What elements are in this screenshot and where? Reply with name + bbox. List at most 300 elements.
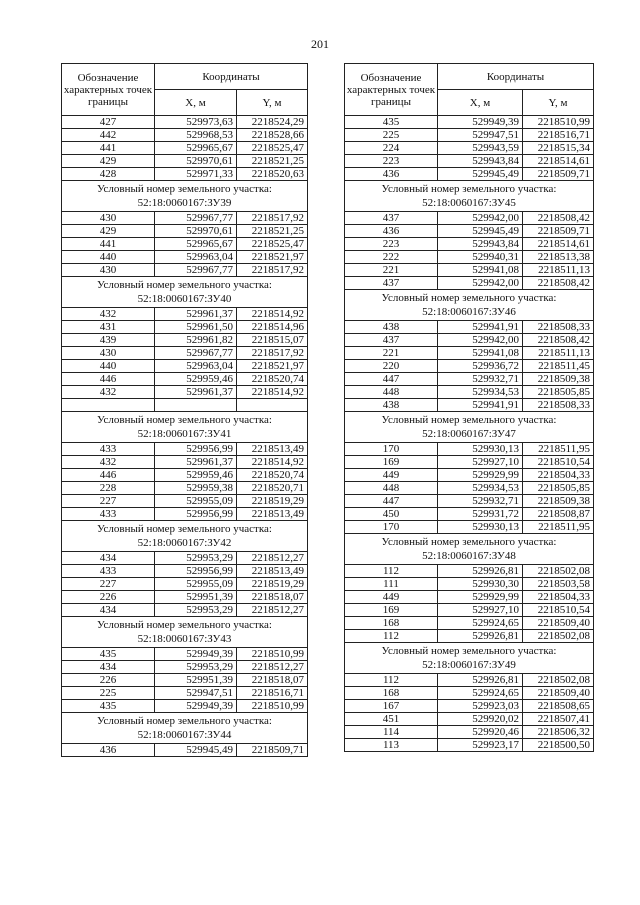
x-coordinate-cell: 529955,09: [155, 578, 237, 591]
y-coordinate-cell: 2218500,50: [523, 739, 594, 752]
y-coordinate-cell: 2218525,47: [237, 238, 308, 251]
table-row: [345, 565, 594, 578]
y-coordinate-cell: 2218517,92: [237, 212, 308, 225]
x-coordinate-cell: 529941,08: [438, 347, 523, 360]
y-coordinate-cell: 2218519,29: [237, 495, 308, 508]
x-coordinate-cell: 529932,71: [438, 495, 523, 508]
x-header: X, м: [155, 90, 237, 116]
table-row: [345, 373, 594, 386]
section-row: [345, 412, 594, 443]
section-row: [62, 412, 308, 443]
x-coordinate-cell: 529973,63: [155, 116, 237, 129]
point-number-cell: 170: [345, 443, 438, 456]
x-coordinate-cell: 529965,67: [155, 142, 237, 155]
y-coordinate-cell: 2218521,25: [237, 225, 308, 238]
point-number-cell: 224: [345, 142, 438, 155]
y-coordinate-cell: 2218508,42: [523, 334, 594, 347]
y-coordinate-cell: 2218511,95: [523, 521, 594, 534]
point-number-cell: 437: [345, 334, 438, 347]
cadastral-number: 52:18:0060167:ЗУ48: [422, 550, 516, 562]
land-plot-heading: [62, 713, 308, 744]
land-plot-heading: [345, 290, 594, 321]
x-coordinate-cell: 529959,46: [155, 373, 237, 386]
point-number-cell: 436: [345, 225, 438, 238]
x-coordinate-cell: 529926,81: [438, 630, 523, 643]
x-coordinate-cell: 529961,37: [155, 386, 237, 399]
table-row: [345, 399, 594, 412]
point-number-cell: 432: [62, 386, 155, 399]
point-number-cell: 447: [345, 495, 438, 508]
x-coordinate-cell: 529956,99: [155, 508, 237, 521]
table-row: [345, 604, 594, 617]
x-coordinate-cell: 529953,29: [155, 661, 237, 674]
table-row: [62, 212, 308, 225]
designation-header: Обозначение характерных точек границы: [345, 64, 438, 116]
y-coordinate-cell: 2218511,95: [523, 443, 594, 456]
point-number-cell: 226: [62, 674, 155, 687]
empty-cell: [155, 399, 237, 412]
y-coordinate-cell: 2218510,99: [523, 116, 594, 129]
y-coordinate-cell: 2218511,45: [523, 360, 594, 373]
table-row: [62, 347, 308, 360]
y-coordinate-cell: 2218520,63: [237, 168, 308, 181]
y-coordinate-cell: 2218508,87: [523, 508, 594, 521]
y-coordinate-cell: 2218512,27: [237, 604, 308, 617]
x-coordinate-cell: 529943,59: [438, 142, 523, 155]
point-number-cell: 227: [62, 578, 155, 591]
y-coordinate-cell: 2218514,92: [237, 308, 308, 321]
x-coordinate-cell: 529953,29: [155, 552, 237, 565]
x-coordinate-cell: 529961,50: [155, 321, 237, 334]
table-row: [345, 521, 594, 534]
x-coordinate-cell: 529959,46: [155, 469, 237, 482]
x-coordinate-cell: 529949,39: [438, 116, 523, 129]
x-coordinate-cell: 529942,00: [438, 277, 523, 290]
x-coordinate-cell: 529956,99: [155, 443, 237, 456]
table-row: [345, 495, 594, 508]
table-row: [62, 251, 308, 264]
table-row: [345, 591, 594, 604]
table-row: [345, 700, 594, 713]
point-number-cell: 228: [62, 482, 155, 495]
point-number-cell: 113: [345, 739, 438, 752]
cadastral-number: 52:18:0060167:ЗУ46: [422, 306, 516, 318]
y-coordinate-cell: 2218519,29: [237, 578, 308, 591]
x-coordinate-cell: 529956,99: [155, 565, 237, 578]
point-number-cell: 167: [345, 700, 438, 713]
y-coordinate-cell: 2218516,71: [237, 687, 308, 700]
point-number-cell: 435: [62, 700, 155, 713]
table-row: [345, 674, 594, 687]
land-plot-heading: [345, 412, 594, 443]
point-number-cell: 448: [345, 482, 438, 495]
point-number-cell: 446: [62, 469, 155, 482]
section-row: [62, 617, 308, 648]
land-plot-label: Условный номер земельного участка:: [381, 645, 557, 657]
point-number-cell: 434: [62, 552, 155, 565]
x-coordinate-cell: 529920,02: [438, 713, 523, 726]
x-coordinate-cell: 529971,33: [155, 168, 237, 181]
y-coordinate-cell: 2218514,96: [237, 321, 308, 334]
coordinates-table-left: [61, 63, 308, 757]
x-coordinate-cell: 529955,09: [155, 495, 237, 508]
land-plot-label: Условный номер земельного участка:: [97, 523, 272, 535]
y-coordinate-cell: 2218512,27: [237, 661, 308, 674]
x-coordinate-cell: 529920,46: [438, 726, 523, 739]
point-number-cell: 449: [345, 469, 438, 482]
y-coordinate-cell: 2218502,08: [523, 630, 594, 643]
point-number-cell: 223: [345, 238, 438, 251]
table-row: [62, 661, 308, 674]
y-coordinate-cell: 2218510,99: [237, 648, 308, 661]
y-coordinate-cell: 2218507,41: [523, 713, 594, 726]
x-coordinate-cell: 529959,38: [155, 482, 237, 495]
table-row: [62, 469, 308, 482]
land-plot-label: Условный номер земельного участка:: [97, 279, 272, 291]
x-coordinate-cell: 529934,53: [438, 482, 523, 495]
land-plot-label: Условный номер земельного участка:: [97, 414, 272, 426]
y-coordinate-cell: 2218509,38: [523, 495, 594, 508]
table-row: [62, 482, 308, 495]
y-coordinate-cell: 2218509,40: [523, 687, 594, 700]
y-coordinate-cell: 2218510,54: [523, 456, 594, 469]
x-coordinate-cell: 529945,49: [438, 225, 523, 238]
point-number-cell: 450: [345, 508, 438, 521]
x-coordinate-cell: 529961,82: [155, 334, 237, 347]
x-coordinate-cell: 529941,91: [438, 321, 523, 334]
point-number-cell: 440: [62, 251, 155, 264]
point-number-cell: 112: [345, 674, 438, 687]
point-number-cell: 428: [62, 168, 155, 181]
cadastral-number: 52:18:0060167:ЗУ44: [137, 729, 232, 741]
point-number-cell: 114: [345, 726, 438, 739]
point-number-cell: 438: [345, 321, 438, 334]
table-row: [62, 142, 308, 155]
x-coordinate-cell: 529943,84: [438, 155, 523, 168]
land-plot-heading: [62, 617, 308, 648]
y-coordinate-cell: 2218505,85: [523, 482, 594, 495]
y-coordinate-cell: 2218518,07: [237, 674, 308, 687]
table-row: [62, 578, 308, 591]
empty-cell: [62, 399, 155, 412]
x-coordinate-cell: 529923,17: [438, 739, 523, 752]
x-coordinate-cell: 529945,49: [438, 168, 523, 181]
x-coordinate-cell: 529945,49: [155, 744, 237, 757]
table-row: [62, 238, 308, 251]
x-coordinate-cell: 529929,99: [438, 591, 523, 604]
y-coordinate-cell: 2218517,92: [237, 347, 308, 360]
y-coordinate-cell: 2218514,61: [523, 238, 594, 251]
table-row: [62, 129, 308, 142]
table-row: [345, 168, 594, 181]
land-plot-label: Условный номер земельного участка:: [381, 414, 557, 426]
table-row: [345, 443, 594, 456]
table-row: [345, 251, 594, 264]
x-coordinate-cell: 529963,04: [155, 360, 237, 373]
y-coordinate-cell: 2218509,71: [523, 168, 594, 181]
point-number-cell: 434: [62, 661, 155, 674]
table-row: [345, 713, 594, 726]
section-row: [62, 277, 308, 308]
point-number-cell: 429: [62, 225, 155, 238]
table-row: [345, 617, 594, 630]
y-coordinate-cell: 2218508,33: [523, 321, 594, 334]
table-row: [62, 674, 308, 687]
point-number-cell: 442: [62, 129, 155, 142]
cadastral-number: 52:18:0060167:ЗУ41: [137, 428, 232, 440]
cadastral-number: 52:18:0060167:ЗУ49: [422, 659, 516, 671]
land-plot-heading: [345, 643, 594, 674]
table-row: [345, 508, 594, 521]
y-coordinate-cell: 2218508,42: [523, 277, 594, 290]
x-coordinate-cell: 529949,39: [155, 700, 237, 713]
x-coordinate-cell: 529926,81: [438, 674, 523, 687]
designation-header: Обозначение характерных точек границы: [62, 64, 155, 116]
y-coordinate-cell: 2218520,74: [237, 373, 308, 386]
x-coordinate-cell: 529970,61: [155, 225, 237, 238]
land-plot-label: Условный номер земельного участка:: [381, 292, 557, 304]
point-number-cell: 430: [62, 347, 155, 360]
table-row: [345, 469, 594, 482]
y-coordinate-cell: 2218513,49: [237, 565, 308, 578]
y-coordinate-cell: 2218513,49: [237, 508, 308, 521]
table-row: [345, 116, 594, 129]
x-coordinate-cell: 529947,51: [155, 687, 237, 700]
cadastral-number: 52:18:0060167:ЗУ43: [137, 633, 232, 645]
table-row: [62, 334, 308, 347]
y-coordinate-cell: 2218509,71: [523, 225, 594, 238]
point-number-cell: 431: [62, 321, 155, 334]
point-number-cell: 168: [345, 617, 438, 630]
table-row: [345, 386, 594, 399]
table-row: [62, 321, 308, 334]
x-coordinate-cell: 529967,77: [155, 347, 237, 360]
land-plot-label: Условный номер земельного участка:: [381, 183, 557, 195]
y-coordinate-cell: 2218509,40: [523, 617, 594, 630]
point-number-cell: 429: [62, 155, 155, 168]
page-number: 201: [311, 37, 329, 51]
table-row: [62, 687, 308, 700]
point-number-cell: 112: [345, 565, 438, 578]
x-coordinate-cell: 529965,67: [155, 238, 237, 251]
point-number-cell: 169: [345, 604, 438, 617]
y-coordinate-cell: 2218517,92: [237, 264, 308, 277]
point-number-cell: 451: [345, 713, 438, 726]
land-plot-heading: [345, 534, 594, 565]
table-row: [62, 456, 308, 469]
x-coordinate-cell: 529941,08: [438, 264, 523, 277]
x-coordinate-cell: 529940,31: [438, 251, 523, 264]
point-number-cell: 168: [345, 687, 438, 700]
y-coordinate-cell: 2218506,32: [523, 726, 594, 739]
y-coordinate-cell: 2218521,97: [237, 251, 308, 264]
table-row: [62, 225, 308, 238]
table-row: [62, 155, 308, 168]
y-coordinate-cell: 2218521,97: [237, 360, 308, 373]
table-row: [62, 591, 308, 604]
table-row: [345, 225, 594, 238]
cadastral-number: 52:18:0060167:ЗУ40: [137, 293, 232, 305]
point-number-cell: 447: [345, 373, 438, 386]
y-coordinate-cell: 2218511,13: [523, 347, 594, 360]
x-coordinate-cell: 529930,13: [438, 443, 523, 456]
y-coordinate-cell: 2218525,47: [237, 142, 308, 155]
point-number-cell: 427: [62, 116, 155, 129]
x-coordinate-cell: 529968,53: [155, 129, 237, 142]
point-number-cell: 440: [62, 360, 155, 373]
y-coordinate-cell: 2218528,66: [237, 129, 308, 142]
x-coordinate-cell: 529961,37: [155, 308, 237, 321]
table-row: [345, 155, 594, 168]
y-coordinate-cell: 2218502,08: [523, 565, 594, 578]
point-number-cell: 441: [62, 238, 155, 251]
x-coordinate-cell: 529942,00: [438, 212, 523, 225]
table-row: [62, 744, 308, 757]
table-row: [345, 630, 594, 643]
point-number-cell: 436: [345, 168, 438, 181]
point-number-cell: 435: [62, 648, 155, 661]
y-header: Y, м: [523, 90, 594, 116]
x-coordinate-cell: 529926,81: [438, 565, 523, 578]
y-coordinate-cell: 2218509,38: [523, 373, 594, 386]
point-number-cell: 438: [345, 399, 438, 412]
table-row: [62, 386, 308, 399]
land-plot-heading: [62, 521, 308, 552]
point-number-cell: 446: [62, 373, 155, 386]
y-coordinate-cell: 2218513,49: [237, 443, 308, 456]
coordinates-header: Координаты: [155, 64, 308, 90]
table-row: [62, 308, 308, 321]
y-coordinate-cell: 2218505,85: [523, 386, 594, 399]
table-row: [62, 360, 308, 373]
point-number-cell: 221: [345, 264, 438, 277]
x-coordinate-cell: 529967,77: [155, 212, 237, 225]
point-number-cell: 439: [62, 334, 155, 347]
table-row: [345, 347, 594, 360]
x-coordinate-cell: 529924,65: [438, 687, 523, 700]
section-row: [345, 290, 594, 321]
table-row: [62, 495, 308, 508]
table-row: [345, 456, 594, 469]
x-coordinate-cell: 529943,84: [438, 238, 523, 251]
table-row: [345, 238, 594, 251]
land-plot-label: Условный номер земельного участка:: [97, 715, 272, 727]
table-row: [345, 360, 594, 373]
land-plot-heading: [62, 412, 308, 443]
x-coordinate-cell: 529930,13: [438, 521, 523, 534]
x-coordinate-cell: 529932,71: [438, 373, 523, 386]
land-plot-heading: [345, 181, 594, 212]
point-number-cell: 437: [345, 212, 438, 225]
table-row: [62, 443, 308, 456]
y-coordinate-cell: 2218513,38: [523, 251, 594, 264]
x-header: X, м: [438, 90, 523, 116]
section-row: [62, 713, 308, 744]
table-row: [62, 168, 308, 181]
x-coordinate-cell: 529923,03: [438, 700, 523, 713]
x-coordinate-cell: 529967,77: [155, 264, 237, 277]
x-coordinate-cell: 529961,37: [155, 456, 237, 469]
table-row: [345, 129, 594, 142]
table-row: [62, 648, 308, 661]
x-coordinate-cell: 529951,39: [155, 674, 237, 687]
y-coordinate-cell: 2218511,13: [523, 264, 594, 277]
x-coordinate-cell: 529949,39: [155, 648, 237, 661]
y-coordinate-cell: 2218515,07: [237, 334, 308, 347]
point-number-cell: 226: [62, 591, 155, 604]
table-row: [345, 277, 594, 290]
point-number-cell: 434: [62, 604, 155, 617]
y-coordinate-cell: 2218510,54: [523, 604, 594, 617]
land-plot-heading: [62, 181, 308, 212]
y-coordinate-cell: 2218512,27: [237, 552, 308, 565]
y-coordinate-cell: 2218518,07: [237, 591, 308, 604]
table-row: [62, 604, 308, 617]
table-row: [62, 700, 308, 713]
table-row: [62, 373, 308, 386]
point-number-cell: 430: [62, 264, 155, 277]
land-plot-heading: [62, 277, 308, 308]
x-coordinate-cell: 529934,53: [438, 386, 523, 399]
y-coordinate-cell: 2218504,33: [523, 469, 594, 482]
point-number-cell: 111: [345, 578, 438, 591]
y-coordinate-cell: 2218503,58: [523, 578, 594, 591]
point-number-cell: 225: [345, 129, 438, 142]
point-number-cell: 435: [345, 116, 438, 129]
land-plot-label: Условный номер земельного участка:: [97, 619, 272, 631]
point-number-cell: 225: [62, 687, 155, 700]
section-row: [62, 181, 308, 212]
x-coordinate-cell: 529942,00: [438, 334, 523, 347]
y-coordinate-cell: 2218508,42: [523, 212, 594, 225]
point-number-cell: 223: [345, 155, 438, 168]
cadastral-number: 52:18:0060167:ЗУ39: [137, 197, 232, 209]
point-number-cell: 432: [62, 456, 155, 469]
table-row: [62, 565, 308, 578]
x-coordinate-cell: 529941,91: [438, 399, 523, 412]
point-number-cell: 437: [345, 277, 438, 290]
point-number-cell: 170: [345, 521, 438, 534]
empty-row: [62, 399, 308, 412]
point-number-cell: 433: [62, 443, 155, 456]
x-coordinate-cell: 529936,72: [438, 360, 523, 373]
point-number-cell: 433: [62, 565, 155, 578]
x-coordinate-cell: 529927,10: [438, 456, 523, 469]
y-coordinate-cell: 2218510,99: [237, 700, 308, 713]
land-plot-label: Условный номер земельного участка:: [97, 183, 272, 195]
x-coordinate-cell: 529931,72: [438, 508, 523, 521]
coordinates-table-right: [344, 63, 594, 752]
empty-cell: [237, 399, 308, 412]
cadastral-number: 52:18:0060167:ЗУ47: [422, 428, 516, 440]
table-row: [345, 264, 594, 277]
point-number-cell: 448: [345, 386, 438, 399]
section-row: [345, 534, 594, 565]
point-number-cell: 112: [345, 630, 438, 643]
table-row: [345, 578, 594, 591]
point-number-cell: 169: [345, 456, 438, 469]
point-number-cell: 222: [345, 251, 438, 264]
cadastral-number: 52:18:0060167:ЗУ42: [137, 537, 232, 549]
point-number-cell: 436: [62, 744, 155, 757]
y-coordinate-cell: 2218502,08: [523, 674, 594, 687]
point-number-cell: 433: [62, 508, 155, 521]
table-row: [345, 739, 594, 752]
table-row: [62, 508, 308, 521]
section-row: [345, 643, 594, 674]
y-coordinate-cell: 2218508,65: [523, 700, 594, 713]
y-coordinate-cell: 2218516,71: [523, 129, 594, 142]
